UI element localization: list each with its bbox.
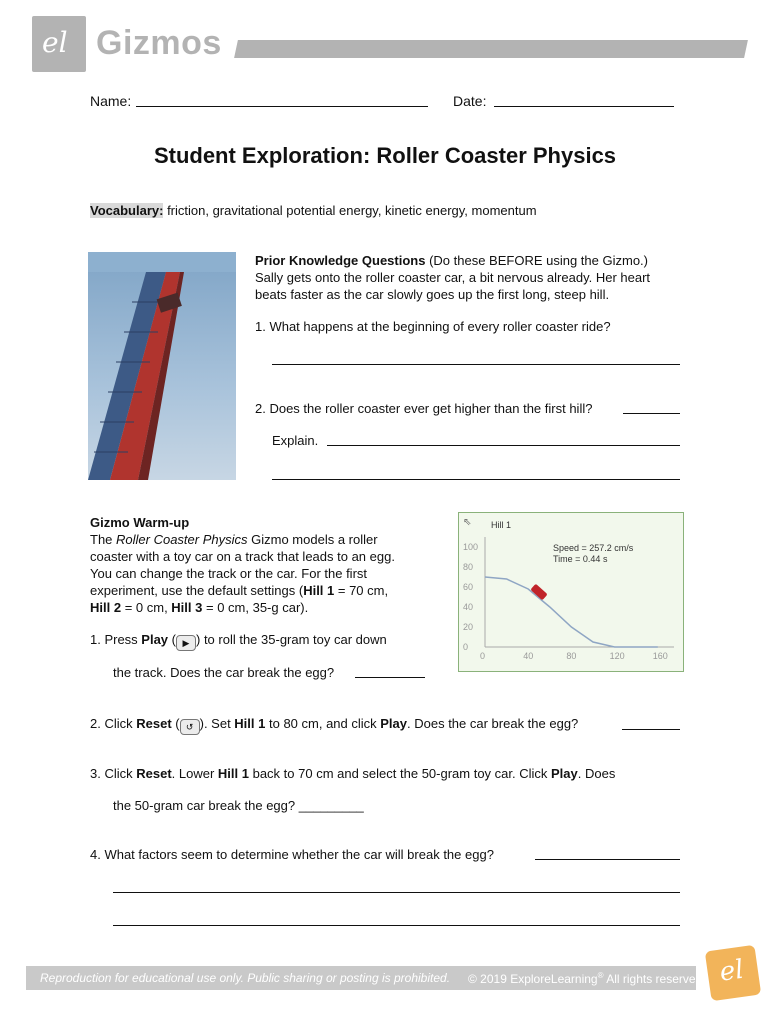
gizmos-brand: Gizmos: [96, 24, 222, 62]
warmup-question-1: [90, 631, 387, 651]
explain-label: Explain.: [272, 433, 319, 448]
prior-intro-line2: beats faster as the car slowly goes up the first long, steep hill.: [255, 287, 610, 302]
q-text: 1. Press: [90, 632, 142, 647]
date-field: [453, 93, 486, 109]
answer-line-q2[interactable]: [623, 413, 680, 414]
copyright-text: © 2019 ExploreLearning: [468, 972, 598, 986]
answer-line-w4c[interactable]: [113, 925, 680, 926]
footer-logo-text: el: [717, 954, 746, 988]
vocabulary: [90, 202, 537, 219]
date-label: Date:: [453, 93, 487, 109]
answer-line-w1[interactable]: [355, 677, 425, 678]
prior-heading-note: (Do these BEFORE using the Gizmo.): [425, 253, 648, 268]
warmup-question-2: [90, 715, 578, 735]
x-tick-label: 120: [609, 651, 625, 661]
q-text: (: [168, 632, 176, 647]
explain-line-1[interactable]: [327, 445, 680, 446]
prior-heading-bold: Prior Knowledge Questions: [255, 253, 426, 268]
name-label: Name:: [90, 93, 132, 109]
explorelearning-logo: [32, 16, 86, 72]
y-tick-label: 100: [463, 542, 479, 552]
vocabulary-label: Vocabulary:: [90, 203, 164, 218]
speed-readout: Speed = 257.2 cm/s: [553, 543, 634, 553]
warmup-line2: coaster with a toy car on a track that leads to an egg.: [90, 549, 395, 564]
q-text: 3. Click: [90, 766, 137, 781]
track-chart: [459, 513, 683, 671]
reset-icon: ↺: [180, 719, 200, 735]
registered-mark: ®: [597, 971, 604, 980]
answer-line-w4a[interactable]: [535, 859, 680, 860]
page-title: Student Exploration: Roller Coaster Physics: [153, 143, 617, 168]
explain-line-2[interactable]: [272, 479, 680, 480]
name-line[interactable]: [136, 106, 428, 107]
play-icon: ▶: [176, 635, 196, 651]
hill1-label: Hill 1: [303, 583, 335, 598]
q-text: . Does: [577, 766, 616, 781]
warmup-line5: [90, 599, 308, 616]
footer-copyright: [468, 971, 702, 986]
hill1-label: Hill 1: [234, 716, 266, 731]
hill1-label: Hill 1: [217, 766, 249, 781]
track-line: [485, 577, 658, 647]
answer-line-w2[interactable]: [622, 729, 680, 730]
prior-question-2: 2. Does the roller coaster ever get higher than the first hill?: [255, 401, 593, 416]
answer-line-q1[interactable]: [272, 364, 680, 365]
prior-intro-line1: Sally gets onto the roller coaster car, a bit nervous already. Her heart: [255, 270, 651, 285]
y-tick-label: 80: [463, 562, 474, 572]
warmup-question-3-line2: the 50-gram car break the egg? _________: [113, 798, 364, 813]
x-tick-label: 40: [523, 651, 534, 661]
gizmo-name: Roller Coaster Physics: [116, 532, 248, 547]
warmup-text: = 0 cm, 35-g car).: [202, 600, 309, 615]
gizmo-screenshot-graph: [458, 512, 684, 672]
footer-logo-icon: [705, 945, 761, 1001]
cursor-icon: ⇖: [463, 517, 472, 528]
prior-question-1: 1. What happens at the beginning of every roller coaster ride?: [255, 319, 611, 334]
warmup-heading: Gizmo Warm-up: [90, 515, 190, 530]
header-bar: [234, 40, 748, 58]
vocabulary-text: friction, gravitational potential energy, kinetic energy, momentum: [163, 203, 537, 218]
y-tick-label: 60: [463, 582, 474, 592]
warmup-text: The: [90, 532, 117, 547]
warmup-question-4: 4. What factors seem to determine whether the car will break the egg?: [90, 847, 494, 862]
play-label: Play: [551, 766, 578, 781]
rights-text: All rights reserved: [603, 972, 703, 986]
q-text: (: [171, 716, 180, 731]
date-line[interactable]: [494, 106, 674, 107]
chart-title: Hill 1: [491, 520, 512, 530]
time-readout: Time = 0.44 s: [553, 554, 608, 564]
warmup-text: = 70 cm,: [334, 583, 389, 598]
q-text: back to 70 cm and select the 50-gram toy car. Click: [248, 766, 552, 781]
warmup-line3: You can change the track or the car. For the first: [90, 566, 368, 581]
hill2-label: Hill 2: [90, 600, 122, 615]
x-tick-label: 0: [480, 651, 486, 661]
prior-knowledge-heading: [255, 252, 648, 269]
q-text: 2. Click: [90, 716, 137, 731]
q-text: . Lower: [171, 766, 218, 781]
y-tick-label: 20: [463, 622, 474, 632]
warmup-text: = 0 cm,: [121, 600, 172, 615]
q-text: ) to roll the 35-gram toy car down: [196, 632, 387, 647]
y-tick-label: 40: [463, 602, 474, 612]
warmup-text: experiment, use the default settings (: [90, 583, 304, 598]
warmup-text: Gizmo models a roller: [247, 532, 378, 547]
q-text: ). Set: [199, 716, 235, 731]
x-tick-label: 80: [566, 651, 577, 661]
warmup-line4: [90, 582, 388, 599]
reset-label: Reset: [136, 716, 172, 731]
q-text: . Does the car break the egg?: [407, 716, 579, 731]
answer-line-w4b[interactable]: [113, 892, 680, 893]
x-tick-label: 160: [652, 651, 668, 661]
warmup-question-3: [90, 765, 615, 782]
q-text: to 80 cm, and click: [265, 716, 381, 731]
reset-label: Reset: [136, 766, 172, 781]
roller-coaster-photo: [88, 252, 236, 480]
y-tick-label: 0: [463, 642, 469, 652]
footer-reproduction-note: Reproduction for educational use only. Public sharing or posting is prohibited.: [40, 971, 451, 985]
play-label: Play: [141, 632, 169, 647]
logo-text: el: [42, 26, 68, 59]
hill3-label: Hill 3: [171, 600, 203, 615]
warmup-question-1-line2: the track. Does the car break the egg?: [113, 665, 335, 680]
roller-coaster-illustration: [88, 252, 236, 480]
name-field: [90, 93, 131, 109]
warmup-line1: [90, 531, 378, 548]
play-label: Play: [380, 716, 408, 731]
